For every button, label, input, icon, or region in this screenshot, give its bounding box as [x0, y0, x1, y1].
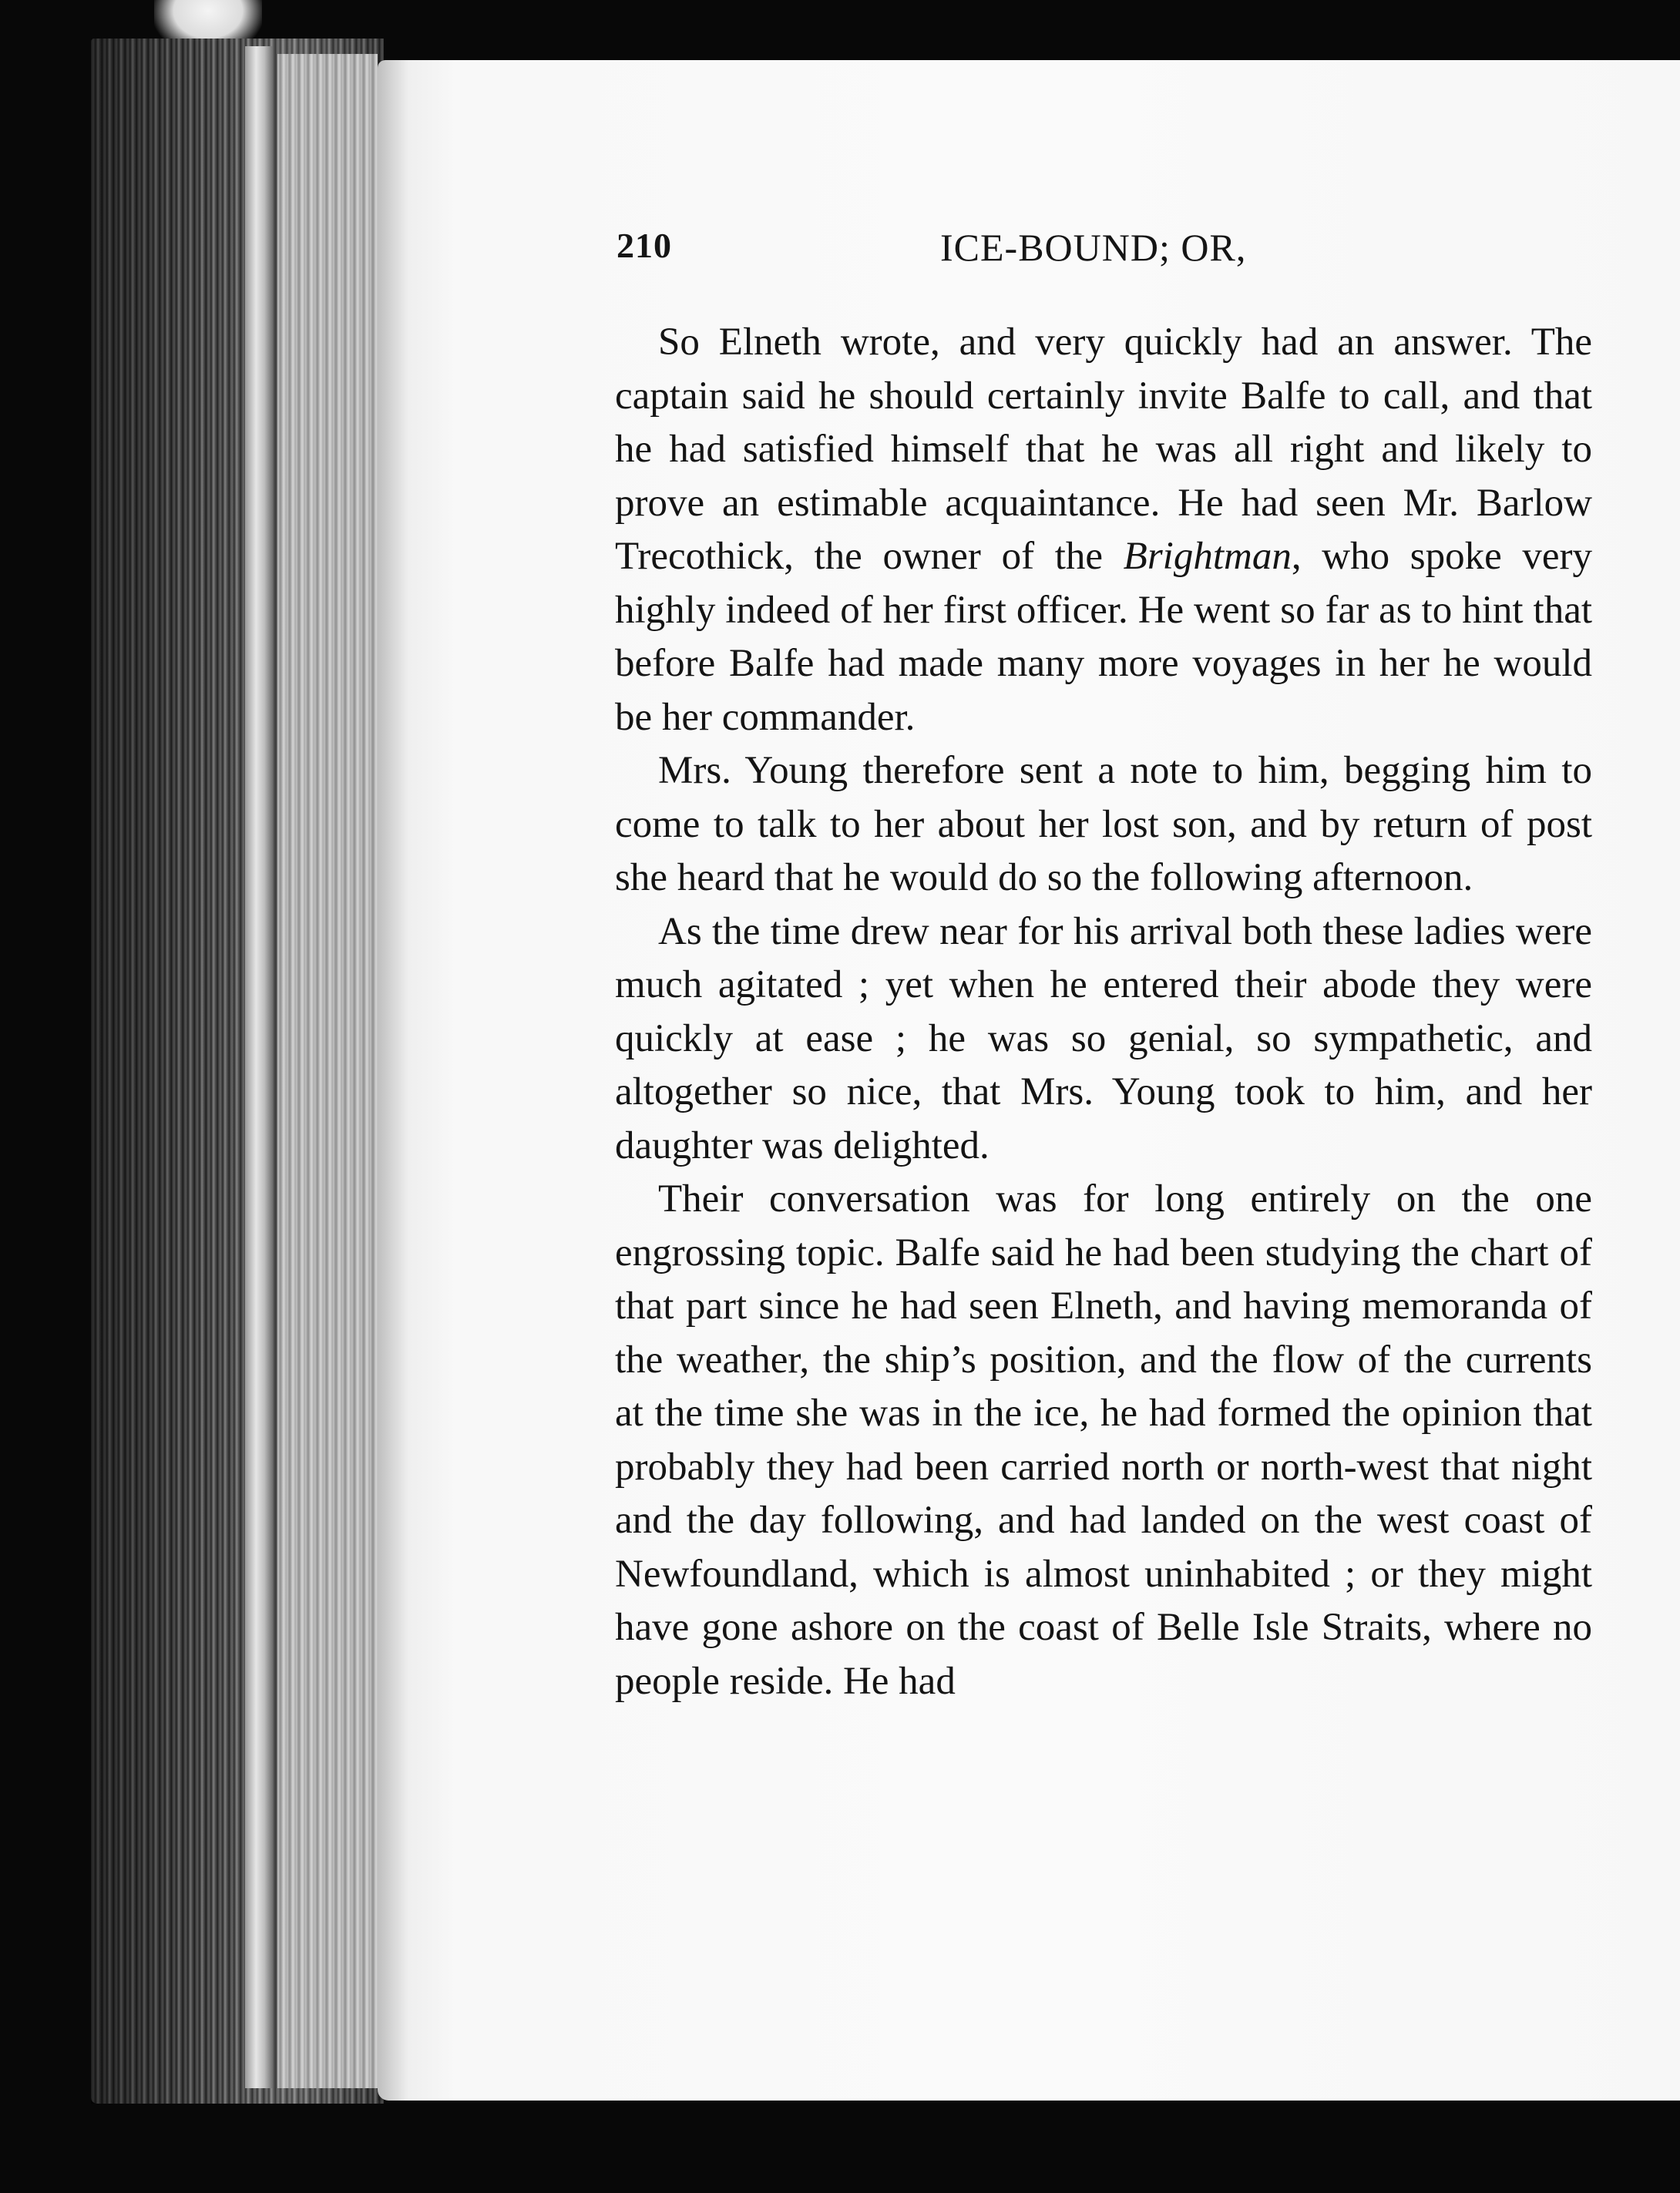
running-title: ICE-BOUND; OR, [940, 226, 1247, 269]
page-gutter-shadow [378, 60, 408, 2101]
paragraph-text: So Elneth wrote, and very quickly had an answer. The captain said he should certainly invite Balfe to call, and that he had satisfied himself that he was all right and likely to prove an estimable acquaintance. He had seen Mr. Barlow Trecothick, the owner of the [615, 321, 1592, 578]
body-text [615, 316, 1592, 1708]
paragraph [615, 316, 1592, 744]
page-number: 210 [617, 226, 672, 265]
book-page-edges-highlight [245, 46, 273, 2088]
running-head [617, 225, 1680, 287]
paragraph: Their conversation was for long entirely on the one engrossing topic. Balfe said he had been studying the chart of that part since he had seen Elneth, and having memoranda of the weather, the ship’s position, and the flow of the currents at the time she was in the ice, he had formed the opinion that probably they had been carried north or north-west that night and the day following, and had landed on the west coast of Newfoundland, which is almost uninhabited ; or they might have gone ashore on the coast of Belle Isle Straits, where no people reside. He had [615, 1177, 1592, 1703]
ship-name: Brightman [1123, 535, 1292, 578]
paragraph-text: , who spoke very highly indeed of her first officer. He went so far as to hint that before Balfe had made many more voyages in her he would be her commander. [615, 535, 1592, 739]
paragraph: As the time drew near for his arrival both these ladies were much agitated ; yet when he entered their abode they were quickly at ease ; he was so genial, so sympathetic, and altogether so nice, that Mrs. Young took to him, and her daughter was delighted. [615, 909, 1592, 1167]
book-page-edges-strip [277, 54, 378, 2088]
paragraph: Mrs. Young therefore sent a note to him, begging him to come to talk to her about her lost son, and by return of post she heard that he would do so the following afternoon. [615, 749, 1592, 899]
